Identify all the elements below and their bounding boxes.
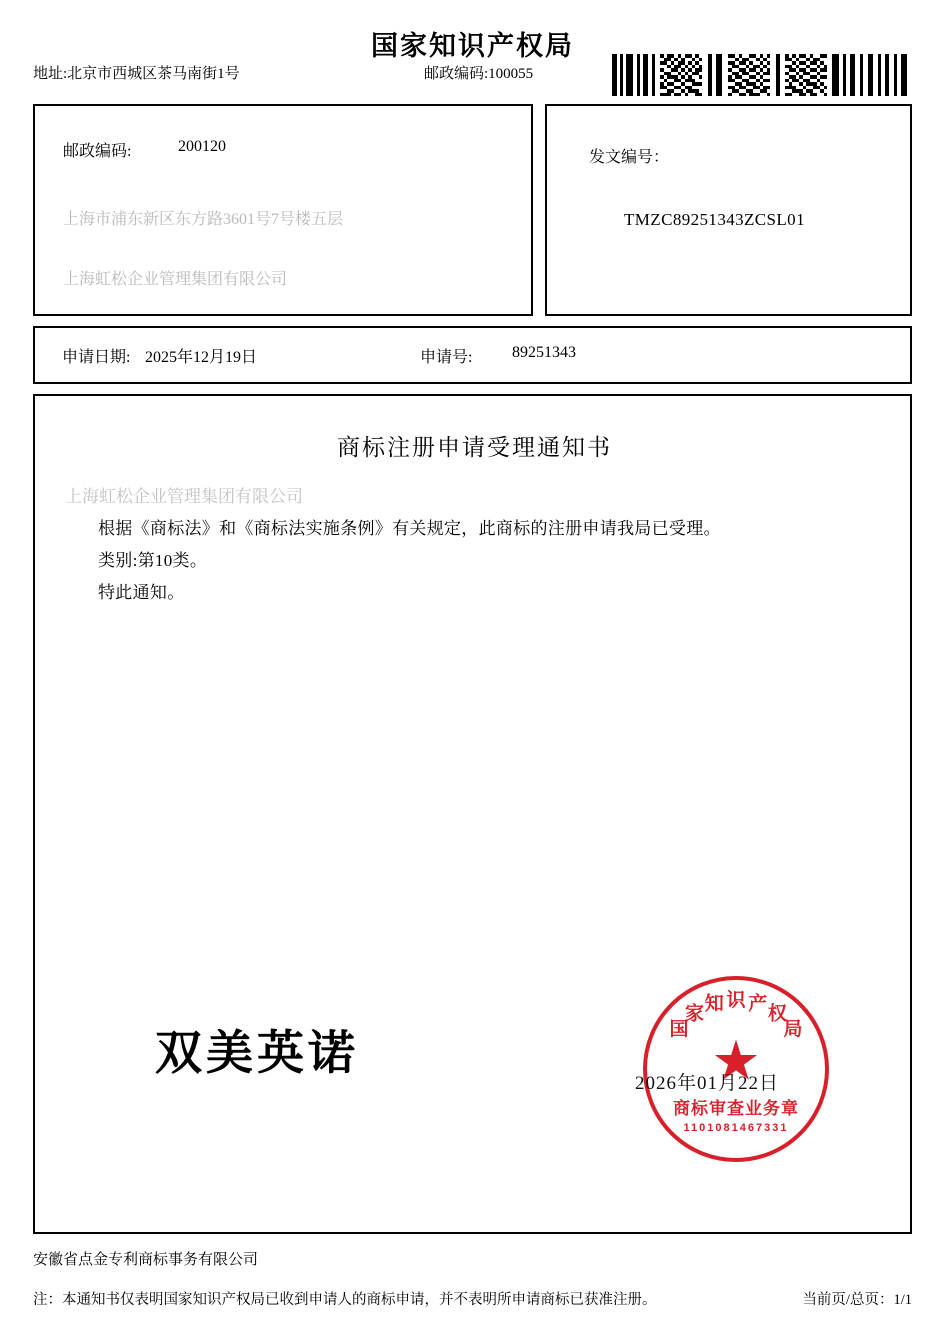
agency-name: 安徽省点金专利商标事务有限公司 [33,1252,259,1268]
application-number-value: 89251343 [512,344,576,361]
addressee-company: 上海虹松企业管理集团有限公司 [63,271,288,288]
main-content-box [33,394,912,1234]
application-date-value: 2025年12月19日 [145,349,258,366]
dates-box [33,326,912,384]
page-title: 国家知识产权局 [371,31,574,61]
datamatrix-code-2 [728,54,770,96]
notice-company: 上海虹松企业管理集团有限公司 [65,487,303,506]
addressee-box [33,104,533,316]
application-number-label: 申请号: [420,349,473,366]
page-number: 当前页/总页：1/1 [802,1292,912,1308]
footer-note: 注：本通知书仅表明国家知识产权局已收到申请人的商标申请，并不表明所申请商标已获准注册。 [33,1292,657,1308]
official-seal: 国 家 知 识 产 权 局 商标审查业务章 1101081467331 [643,976,829,1162]
document-number-box [545,104,912,316]
seal-date: 2026年01月22日 [635,1073,780,1094]
addressee-zip-label: 邮政编码: [63,143,132,160]
notice-title: 商标注册申请受理通知书 [337,435,612,460]
trademark-name: 双美英诺 [155,1026,359,1079]
seal-code: 1101081467331 [683,1122,789,1134]
document-number-label: 发文编号： [589,149,670,166]
addressee-zip-value: 200120 [178,138,226,155]
barcode [612,54,912,96]
notice-paragraph-2: 类别:第10类。 [98,551,208,570]
seal-bottom-text: 商标审查业务章 [673,1099,799,1118]
addressee-address: 上海市浦东新区东方路3601号7号楼五层 [63,211,344,228]
document-number-value: TMZC89251343ZCSL01 [624,210,805,229]
office-address: 地址:北京市西城区茶马南街1号 [33,66,240,82]
datamatrix-code-3 [785,54,827,96]
notice-paragraph-1: 根据《商标法》和《商标法实施条例》有关规定，此商标的注册申请我局已受理。 [98,519,721,538]
notice-paragraph-3: 特此通知。 [98,583,185,602]
datamatrix-code-1 [660,54,702,96]
office-zipcode: 邮政编码:100055 [424,66,534,82]
application-date-label: 申请日期: [62,349,131,366]
